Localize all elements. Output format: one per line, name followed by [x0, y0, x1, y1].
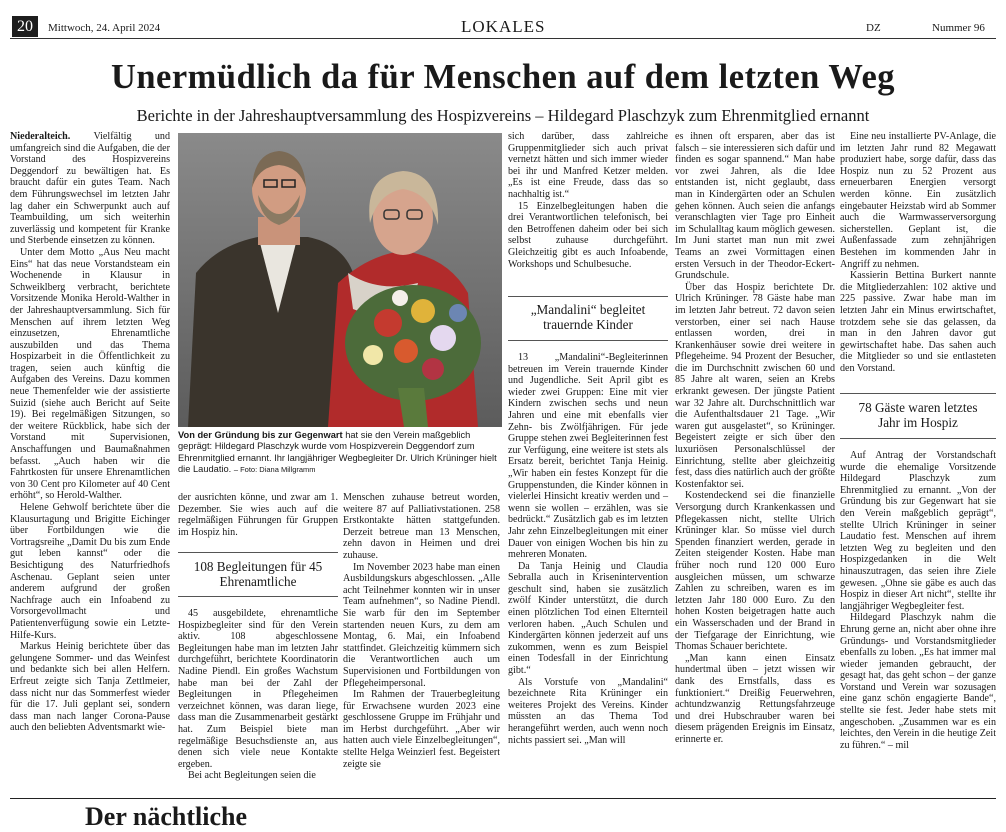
paragraph: es ihnen oft ersparen, aber das ist falsch – sie interessieren sich dafür und finden es sogar spannend.“ Man habe vor zwei Jahren, als die Idee entstanden ist, nicht geglaubt, dass man in Kindergärten oder an Schulen gehen können. Auch seien die anfangs veranschlagten vier Tage pro Einheit im Schulalltag kaum möglich gewesen. Im Juni startet man nun mit zwei Teams an zwei Vormittagen einen ersten Versuch in der Theodor-Eckert-Grundschule.	[675, 131, 835, 282]
paragraph: Als Vorstufe von „Mandalini“ bezeichnete Rita Krüninger ein weiteres Projekt des Vereins. Kinder müssten an das Thema Tod herangeführt werden, auch wenn noch nichts passiert sei. „Man will	[508, 676, 668, 746]
article-headline: Unermüdlich da für Menschen auf dem letzten Weg	[110, 58, 896, 96]
bottom-rule	[10, 798, 996, 799]
column-4	[508, 131, 668, 270]
newspaper-abbrev: DZ	[866, 22, 881, 34]
paragraph: der ausrichten könne, und zwar am 1. Dezember. Sie wies auch auf die regelmäßigen Führungen für Gruppen im Hospiz hin.	[178, 492, 338, 538]
paragraph: Markus Heinig berichtete über das gelungene Sommer- und das Weinfest und bedankte sich bei allen Helfern. Erfreut zeigte sich Tanja Zettlmeier, dass nicht nur das Sommerfest wieder für die 17. Juli geplant sei, sondern dass man nach langer Corona-Pause auch den beliebten Adventsmarkt wie-	[10, 641, 170, 734]
article-photo	[178, 133, 502, 427]
subhead-rule	[178, 596, 338, 597]
paragraph: 45 ausgebildete, ehrenamtliche Hospizbegleiter sind für den Verein aktiv. 108 abgeschlossene Begleitungen habe man im letzten Jahr durchgeführt, berichtete Koordinatorin Nadine Piendl. Ein großes Wachstum habe man bei der Zahl der Begleitungen in Pflegeheimen verzeichnet können, was daran liege, dass man die Zusammenarbeit gestärkt hat. Zum Beispiel biete man regelmäßige Besuchsdienste an, aus denen sich viele neue Kontakte ergeben.	[178, 608, 338, 770]
paragraph: Kassierin Bettina Burkert nannte die Mitgliederzahlen: 102 aktive und 225 passive. Zwar habe man im letzten Jahr ein Minus erwirtschaftet, trotzdem sehe sie das gelassen, da man in den Jahren davor gut gewirtschaftet habe. Das sahen auch die Mitglieder so und sie entlasteten den Vorstand.	[840, 270, 996, 374]
page-number: 20	[12, 16, 38, 37]
column-2	[178, 492, 338, 538]
column-2-continued	[178, 608, 338, 782]
paragraph: Kostendeckend sei die finanzielle Versorgung durch Krankenkassen und Pflegekassen nicht, stellte Ulrich Krüninger klar. So müsse viel durch Spenden finanziert werden, gerade in Zeiten steigender Kosten. Habe man früher noch rund 120 000 Euro ausgleichen müssen, um schwarze Zahlen zu schreiben, waren es im letzten Jahr 180 000 Euro. Zu den hohen Kosten beigetragen hatte auch ein Wasserschaden und der Brand in der Tiefgarage der Einrichtung, wie Thomas Schauer berichtete.	[675, 490, 835, 653]
paragraph: 15 Einzelbegleitungen haben die drei Verantwortlichen telefonisch, bei den Betroffenen daheim oder bei sich selbst zuhause durchgeführt. Gleichzeitig gibt es auch Infoabende, Workshops und Schulbesuche.	[508, 200, 668, 270]
header-rule	[10, 38, 996, 39]
paragraph: „Man kann einen Einsatz hundertmal üben – jetzt wissen wir dank des Ernstfalls, dass es funktioniert.“ Dreißig Feuerwehren, achtundzwanzig Rettungsfahrzeuge und drei Hubschrauber waren bei diesem prägenden Ereignis im Einsatz, erinnerte er.	[675, 652, 835, 745]
column-6	[840, 131, 996, 374]
paragraph: Eine neu installierte PV-Anlage, die im letzten Jahr rund 82 Megawatt produziert habe, sorge dafür, dass das Hospiz nun zu 52 Prozent aus erneuerbaren Energien versorgt werden könne. Ein zusätzlich eingebauter Heizstab wird ab Sommer auch die Warmwasserversorgung sicherstellen. Geplant ist, die Außenfassade zum zehnjährigen Bestehen im kommenden Jahr in Angriff zu nehmen.	[840, 131, 996, 270]
paragraph: Auf Antrag der Vorstandschaft wurde die ehemalige Vorsitzende Hildegard Plaschzyk zum Ehrenmitglied zu ernannt. „Von der Gründung bis zur Gegenwart hat sie den Verein maßgeblich geprägt“, stellte Ulrich Krüninger in seiner Laudatio fest. Menschen auf ihrem letzten Weg zu begleiten und den Hospizgedanken in die Welt hinauszutragen, das seien ihre Ziele gewesen. „Ohne sie gäbe es auch das Hospiz in dieser Art nicht“, stellte ihr langjähriger Wegbegleiter fest.	[840, 450, 996, 612]
paragraph: sich darüber, dass zahlreiche Gruppenmitglieder sich auch privat vernetzt hätten und sich immer wieder bei ihr und Manfred Ketzer melden. „Es ist eine Freude, dass das so nachhaltig ist.“	[508, 131, 668, 200]
subhead-rule	[840, 438, 996, 439]
subhead-rule	[840, 393, 996, 394]
issue-date: Mittwoch, 24. April 2024	[48, 22, 161, 34]
paragraph: Menschen zuhause betreut worden, weitere 87 auf Palliativstationen. 258 Erstkontakte hätten stattgefunden. Derzeit betreue man 13 Menschen, zehn davon in Heimen und drei zuhause.	[343, 492, 500, 561]
dateline: Niederalteich.	[10, 131, 71, 142]
paragraph: 13 „Mandalini“-Begleiterinnen betreuen im Verein trauernde Kinder und Jugendliche. Seit April gibt es wieder zwei Gruppen: Eine mit vier Kindern zwischen sechs und neun Jahren und eine mit ebenfalls vier Zehn- bis Zwölfjährigen. Für jede Gruppe stehen zwei Begleiterinnen fest zur Verfügung, eine weitere ist stets als Ersatz bereit, berichtet Tanja Heinig. „Wir haben ein festes Konzept für die Gruppenstunden, die Kinder können in vielerlei Hinsicht kreativ werden und – wenn sie wollen – erzählen, was sie bedrückt.“ Zusätzlich gab es im letzten Jahr zehn Einzelbegleitungen mit einer Dauer von einigen Wochen bis hin zu mehreren Monaten.	[508, 352, 668, 561]
lead-paragraph: Vielfältig und umfangreich sind die Aufgaben, die der Vorstand des Hospizvereins Deggendorf zu bewältigen hat. Es braucht dafür ein gutes Team. Nach dem Führungswechsel im letzten Jahr lag daher ein Schwerpunkt auch auf Teambuilding, um sich weiterhin zuverlässig und kompetent für Kranke und Sterbende einsetzen zu können.	[10, 131, 170, 247]
paragraph: Helene Gehwolf berichtete über die Klausurtagung und Brigitte Eichinger über Fortbildungen wie die Vortragsreihe „Damit Du bis zum Ende gut leben kannst“ oder die Besichtigung des Naturfriedhofs Aschenau. Geplant seien unter anderem aufgrund der großen Nachfrage auch ein Infoabend zu Vorsorgevollmacht und Patientenverfügung sowie ein Letzte-Hilfe-Kurs.	[10, 502, 170, 641]
subhead-begleitungen: 108 Begleitungen für 45 Ehrenamtliche	[193, 559, 323, 589]
caption-text: hat sie den Verein maßgeblich geprägt: Hildegard Plaschzyk wurde vom Hospizverein Deggendorf zum Ehrenmitglied ernannt. Ihr langjähriger Wegbegleiter Dr. Ulrich Krüninger hielt die Laudatio.	[178, 430, 497, 474]
photo-credit: – Foto: Diana Millgramm	[233, 464, 316, 474]
paragraph: Über das Hospiz berichtete Dr. Ulrich Krüninger. 78 Gäste habe man im letzten Jahr betreut. 72 davon seien verstorben, einer sei nach Hause entlassen worden, drei in Krankenhäuser sowie drei weitere in Pflegeheime. 94 Prozent der Besucher, die im Durchschnitt zwischen 60 und 85 Jahre alt waren, seien an Krebs erkrankt gewesen. Der jüngste Patient war 32 Jahre alt. Durchschnittlich war die Aufenthaltsdauer 21 Tage. „Wir waren gut ausgelastet“, so Krüninger. Begeistert zeigte er sich über den luxuriösen Personalschlüssel der Einrichtung, stellte aber gleichzeitig fest, dass dies natürlich auch der größte Kostenfaktor sei.	[675, 281, 835, 490]
photo-man-woman-flowers	[178, 133, 502, 427]
column-6-continued	[840, 450, 996, 751]
issue-number: Nummer 96	[932, 22, 985, 34]
section-title: LOKALES	[461, 17, 546, 36]
paragraph: Hildegard Plaschzyk nahm die Ehrung gerne an, nicht aber ohne ihre Gründungs- und Vorstandsmitglieder ebenfalls zu loben. „Es hat immer mal wieder jemanden gebraucht, der gesagt hat, das geht schon – der ganze Vorstand und Verein war sozusagen eine ganz schön engagierte Bande“, stellte sie fest. Jeder habe stets mit angeschoben. „Zusammen war es ein leichtes, den Verein in die heutige Zeit zu führen.“ – mil	[840, 612, 996, 751]
column-1	[10, 131, 170, 734]
column-5	[675, 131, 835, 745]
paragraph: Da Tanja Heinig und Claudia Sebralla auch in Krisenintervention geschult sind, haben sie zusätzlich zwölf Kinder unterstützt, die durch einen plötzlichen Tod einen Elternteil verloren haben. „Auch Schulen und Kindergärten können jederzeit auf uns zukommen, wenn es zum Beispiel einen Todesfall in der Einrichtung gibt.“	[508, 560, 668, 677]
column-3	[343, 492, 500, 770]
paragraph: Unter dem Motto „Aus Neu macht Eins“ hat das neue Vorstandsteam ein Wochenende in Klausur in Schweiklberg verbracht, berichtete Vorsitzende Monika Herold-Walther in der Jahreshauptversammlung. Sich für Menschen auf ihrem letzten Weg einzusetzen, Ehrenamtliche auszubilden und das Thema Hospizarbeit in die Öffentlichkeit zu tragen, seien auch künftig die Aufgaben des Vereins. Dazu kommen neue Themenfelder wie der assistierte Suizid (siehe auch Bericht auf Seite 19). Bei regelmäßigen Sitzungen, so der weitere Rückblick, habe sich der Vorstand mit Supervisionen, Anschaffungen und Baumaßnahmen befasst. „Auch haben wir die Fahrtkosten für unsere Ehrenamtlichen von 30 Cent pro Kilometer auf 40 Cent erhöht“, so Herold-Walther.	[10, 246, 170, 502]
subhead-rule	[508, 296, 668, 297]
column-4-continued	[508, 352, 668, 746]
article-subheadline: Berichte in der Jahreshauptversammlung des Hospizvereins – Hildegard Plaschzyk zum Ehrenmitglied ernannt	[136, 106, 870, 125]
subhead-rule	[508, 340, 668, 341]
next-article-headline: Der nächtliche	[85, 802, 247, 831]
paragraph: Bei acht Begleitungen seien die	[188, 770, 316, 782]
subhead-mandalini: „Mandalini“ begleitet trauernde Kinder	[530, 302, 646, 332]
subhead-gaeste: 78 Gäste waren letztes Jahr im Hospiz	[858, 400, 978, 430]
paragraph: Im November 2023 habe man einen Ausbildungskurs abgeschlossen. „Alle acht Teilnehmer konnten wir in unser Team aufnehmen“, so Nadine Piendl. Sie warb für den im September startenden neuen Kurs, zu dem am Montag, 6. Mai, ein Infoabend stattfindet. Gleichzeitig kümmern sich die Verantwortlichen auch um Supervisionen und Fortbildungen von Pflegeheimpersonal.	[343, 561, 500, 689]
photo-caption	[178, 430, 502, 475]
caption-lead: Von der Gründung bis zur Gegenwart	[178, 430, 343, 440]
paragraph: Im Rahmen der Trauerbegleitung für Erwachsene wurden 2023 eine geschlossene Gruppe im Frühjahr und im Herbst durchgeführt. „Aber wir hatten auch viele Einzelbegleitungen“, stellte Helga Weinzierl fest. Begeistert zeigte sie	[343, 689, 500, 770]
subhead-rule	[178, 552, 338, 553]
